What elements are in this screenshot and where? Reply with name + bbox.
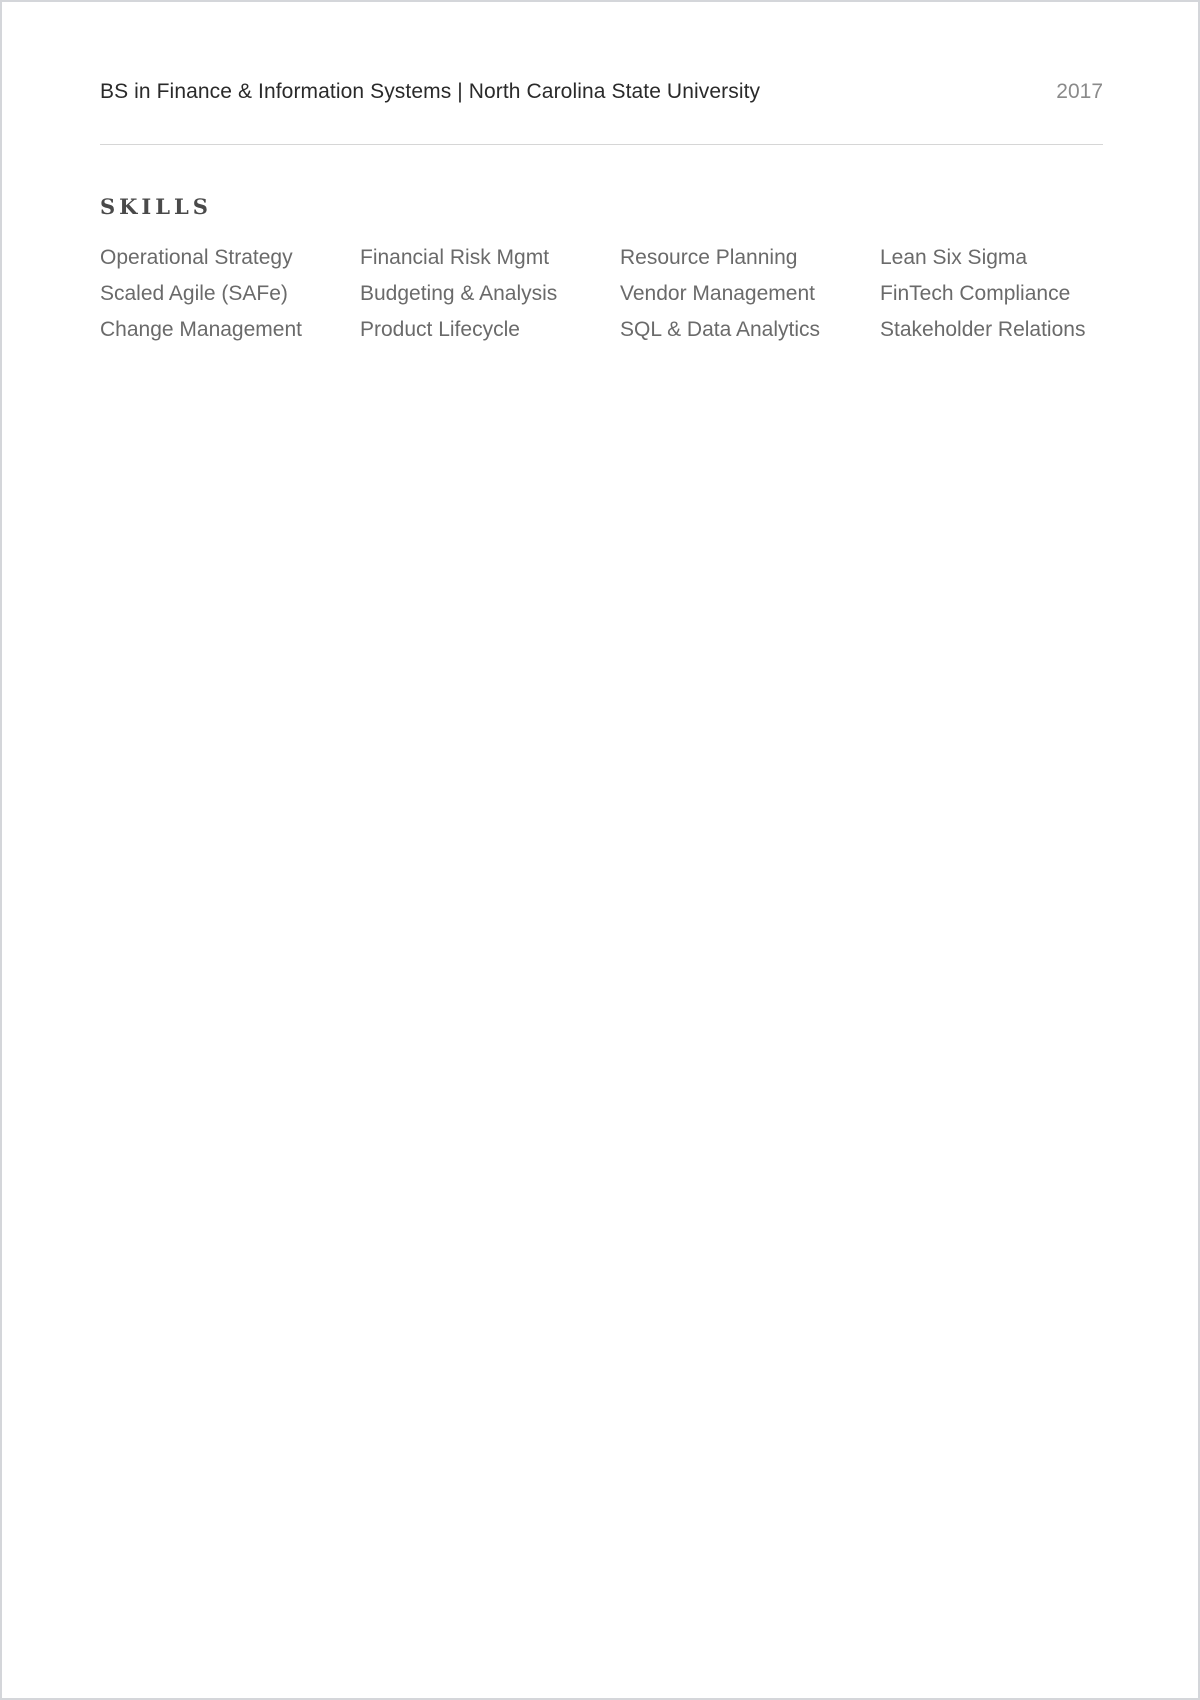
- skill-item: Vendor Management: [620, 282, 815, 305]
- skill-item: Change Management: [100, 318, 302, 341]
- skill-item: Resource Planning: [620, 246, 798, 269]
- skill-item: Financial Risk Mgmt: [360, 246, 550, 269]
- skill-item: FinTech Compliance: [880, 282, 1071, 305]
- education-degree: BS in Finance & Information Systems | North Carolina State University: [100, 80, 761, 103]
- skill-item: Lean Six Sigma: [880, 246, 1028, 269]
- skill-item: Product Lifecycle: [360, 318, 520, 341]
- skill-item: SQL & Data Analytics: [620, 318, 820, 341]
- section-divider: [100, 144, 1103, 145]
- skill-item: Operational Strategy: [100, 246, 293, 269]
- skills-grid: [100, 240, 1103, 348]
- skill-item: Scaled Agile (SAFe): [100, 282, 288, 305]
- education-year: 2017: [1056, 80, 1103, 103]
- skills-heading: SKILLS: [100, 194, 212, 219]
- education-entry: [100, 76, 1103, 108]
- skill-item: Stakeholder Relations: [880, 318, 1086, 341]
- skill-item: Budgeting & Analysis: [360, 282, 558, 305]
